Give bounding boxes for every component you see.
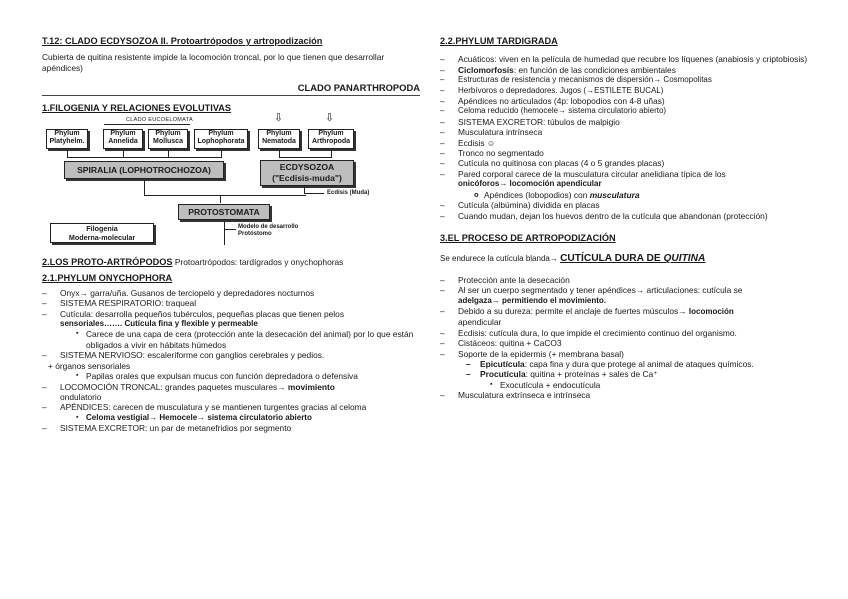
list-item: – Ecdisis ☺ xyxy=(440,138,808,148)
arrow-down-icon: ⇩ xyxy=(274,112,284,125)
item-text: Debido a su dureza: permite el anclaje de fuertes músculos→ xyxy=(458,305,689,316)
section-2-text: Protoartrópodos: tardígrados y onychophoras xyxy=(172,257,344,268)
phylum-name: Nematoda xyxy=(262,138,296,146)
phylum-label: Phylum xyxy=(155,130,181,138)
phylum-label: Phylum xyxy=(208,130,234,138)
cut-bold: CUTÍCULA DURA DE xyxy=(560,253,664,265)
list-item: – Musculatura intrínseca xyxy=(440,127,808,137)
list-item: – Tronco no segmentado xyxy=(440,148,808,158)
list-item: – Cistáceos: quitina + CaCO3 xyxy=(440,338,808,348)
list-item: – SISTEMA EXCRETOR: túbulos de malpigio xyxy=(440,117,808,127)
section-2-1-heading: 2.1.PHYLUM ONYCHOPHORA xyxy=(42,273,173,284)
filogenia-line-2: Moderna-molecular xyxy=(68,232,136,242)
list-item: – Estructuras de resistencia y mecanismos de dispersión→ Cosmopolitas xyxy=(440,75,808,85)
list-item-continued: onicóforos→ locomoción apendicular xyxy=(458,179,602,189)
list-item: – Cuando mudan, dejan los huevos dentro de la cutícula que abandonan (protección) xyxy=(440,211,808,221)
spiralia-box: SPIRALIA (LOPHOTROCHOZOA) xyxy=(64,161,224,179)
connector xyxy=(304,193,324,194)
modelo-line-2: Protóstomo xyxy=(238,231,272,238)
phylum-mollusca-box xyxy=(148,129,188,149)
item-bold: locomoción xyxy=(688,306,734,316)
connector xyxy=(224,221,225,245)
phylum-label: Phylum xyxy=(110,130,136,138)
item-bold: Procutícula xyxy=(480,369,526,380)
connector xyxy=(67,150,68,157)
connector xyxy=(123,150,124,157)
phylogeny-diagram xyxy=(42,112,420,247)
phylum-annelida-box xyxy=(103,129,143,149)
item-text: Apéndices (lobopodios) con xyxy=(484,189,590,200)
list-item: – Al ser un cuerpo segmentado y tener apéndices→ articulaciones: cutícula se xyxy=(440,285,808,295)
list-item: – Cutícula no quitinosa con placas (4 o 5 grandes placas) xyxy=(440,158,808,168)
phylum-name: Annelida xyxy=(108,138,138,146)
section-2-2-heading: 2.2.PHYLUM TARDIGRADA xyxy=(440,36,558,46)
connector xyxy=(67,157,222,158)
section-3-heading: 3.EL PROCESO DE ARTROPODIZACIÓN xyxy=(440,232,616,243)
modelo-label xyxy=(238,224,298,238)
list-item: – SISTEMA EXCRETOR: un par de metanefridios por segmento xyxy=(42,423,420,433)
sub-list-item xyxy=(440,369,808,379)
list-item: – Musculatura extrínseca e intrínseca xyxy=(440,390,808,400)
sub-list-item: ▪ Celoma vestigial→ Hemocele→ sistema circulatorio abierto xyxy=(42,413,420,423)
connector xyxy=(144,195,306,196)
list-item-continued: ondulatorio xyxy=(60,391,102,402)
list-item: – Cutícula: desarrolla pequeños tubérculos, pequeñas placas que tienen pelos xyxy=(42,309,420,319)
list-item-continued: + órganos sensoriales xyxy=(48,360,131,371)
phylum-name: Platyhelm. xyxy=(49,138,85,146)
sub-list-item xyxy=(440,359,808,369)
phylum-platyhelm-box xyxy=(46,129,88,149)
list-item: – APÉNDICES: carecen de musculatura y se mantienen turgentes gracias al celoma xyxy=(42,402,420,412)
list-item xyxy=(42,382,420,392)
list-item: – SISTEMA NERVIOSO: escaleriforme con ganglios cerebrales y pedios. xyxy=(42,350,420,360)
list-item: – Soporte de la epidermis (+ membrana basal) xyxy=(440,349,808,359)
connector xyxy=(221,150,222,157)
sub-list-item: ▪ Papilas orales que expulsan mucus con función depredadora o defensiva xyxy=(42,371,420,381)
list-item: – Protección ante la desecación xyxy=(440,275,808,285)
bracket-line xyxy=(104,124,190,125)
cuticula-line xyxy=(440,253,808,264)
modelo-line-1: Modelo de desarrollo xyxy=(238,224,299,231)
sub-list-item xyxy=(440,190,808,200)
item-bold: Ciclomorfosis xyxy=(458,64,514,75)
divider xyxy=(42,95,420,96)
filogenia-box xyxy=(50,223,154,243)
list-item-continued: sensoriales……. Cutícula fina y flexible y permeable xyxy=(60,319,258,329)
filogenia-line-1: Filogenia xyxy=(86,224,118,234)
left-column xyxy=(42,36,420,434)
onychophora-list xyxy=(42,288,420,434)
eucoelomata-label: CLADO EUCOELOMATA xyxy=(126,117,193,124)
phylum-nematoda-box xyxy=(258,129,300,149)
connector xyxy=(279,157,332,158)
list-item: – Apéndices no articulados (4p: lobopodios con 4-8 uñas) xyxy=(440,96,808,106)
section-2-heading xyxy=(42,257,420,267)
connector xyxy=(331,150,332,157)
phylum-arthropoda-box xyxy=(308,129,354,149)
tardigrada-list xyxy=(440,54,808,221)
ecdysozoa-sublabel: ("Ecdisis-muda") xyxy=(272,173,342,184)
connector xyxy=(220,195,221,203)
cut-text: Se endurece la cutícula blanda→ xyxy=(440,254,561,264)
list-item: – Acuáticos: viven en la película de humedad que recubre los líquenes (anabiosis y criptobiosis) xyxy=(440,54,808,64)
section-1-heading: 1.FILOGENIA Y RELACIONES EVOLUTIVAS xyxy=(42,102,232,113)
connector xyxy=(144,180,145,195)
intro-text: Cubierta de quitina resistente impide la locomoción troncal, por lo que tienen que desarrollar apéndices) xyxy=(42,52,385,73)
connector xyxy=(224,229,236,230)
item-text: : capa fina y dura que protege al animal de ataques químicos. xyxy=(524,358,754,369)
list-item xyxy=(440,306,808,317)
item-bold-italic: musculatura xyxy=(589,189,640,200)
list-item: – Pared corporal carece de la musculatura circular anelidiana típica de los xyxy=(440,169,808,179)
list-item: – Ecdisis: cutícula dura, lo que impide el crecimiento continuo del organismo. xyxy=(440,328,808,338)
page-title: T.12: CLADO ECDYSOZOA II. Protoartrópodos y artropodización xyxy=(42,36,323,46)
phylum-lophophorata-box xyxy=(194,129,248,149)
ecdysozoa-label: ECDYSOZOA xyxy=(279,162,335,173)
sub-list-item: ▪ Carece de una capa de cera (protección ante la desecación del animal) por lo que están obligados a vivir en hábitats húmedos xyxy=(42,329,420,350)
ecdisis-label: Ecdisis (Muda) xyxy=(327,190,370,197)
clado-heading: CLADO PANARTHROPODA xyxy=(297,82,420,94)
phylum-name: Mollusca xyxy=(153,138,183,146)
phylum-label: Phylum xyxy=(266,130,292,138)
list-item-continued: adelgaza→ permitiendo el movimiento. xyxy=(458,295,607,305)
protostomata-box: PROTOSTOMATA xyxy=(178,204,270,220)
list-item xyxy=(440,65,808,75)
phylum-label: Phylum xyxy=(318,130,344,138)
list-item: – Cutícula (albúmina) dividida en placas xyxy=(440,200,808,210)
list-item: – Celoma reducido (hemocele→ sistema circulatorio abierto) xyxy=(440,106,808,116)
cut-italic: QUITINA xyxy=(663,253,706,265)
phylum-name: Arthropoda xyxy=(311,138,351,146)
item-text: LOCOMOCIÓN TRONCAL: grandes paquetes musculares→ xyxy=(60,381,288,392)
list-item-continued: apendicular xyxy=(458,317,502,328)
sub-sub-list-item: ▪ Exocutícula + endocutícula xyxy=(440,380,808,390)
item-text: : en función de las condiciones ambientales xyxy=(513,64,676,75)
list-item: – Onyx→ garra/uña. Gusanos de terciopelo y depredadores nocturnos xyxy=(42,288,420,298)
section-2-title: 2.LOS PROTO-ARTRÓPODOS xyxy=(42,257,173,268)
list-item: – SISTEMA RESPIRATORIO: traqueal xyxy=(42,298,420,308)
list-item: – Herbívoros o depredadores. Jugos (→ESTILETE BUCAL) xyxy=(440,86,808,96)
item-bold: Epicutícula xyxy=(480,358,525,369)
connector xyxy=(168,150,169,157)
item-text: : quitina + proteínas + sales de Ca⁺ xyxy=(525,369,658,380)
right-column xyxy=(440,36,808,401)
phylum-name: Lophophorata xyxy=(197,138,245,146)
item-bold: movimiento xyxy=(287,381,335,392)
connector xyxy=(279,150,280,157)
phylum-label: Phylum xyxy=(54,130,80,138)
ecdysozoa-box xyxy=(260,160,354,186)
artropodizacion-list xyxy=(440,275,808,401)
arrow-down-icon: ⇩ xyxy=(325,112,335,125)
